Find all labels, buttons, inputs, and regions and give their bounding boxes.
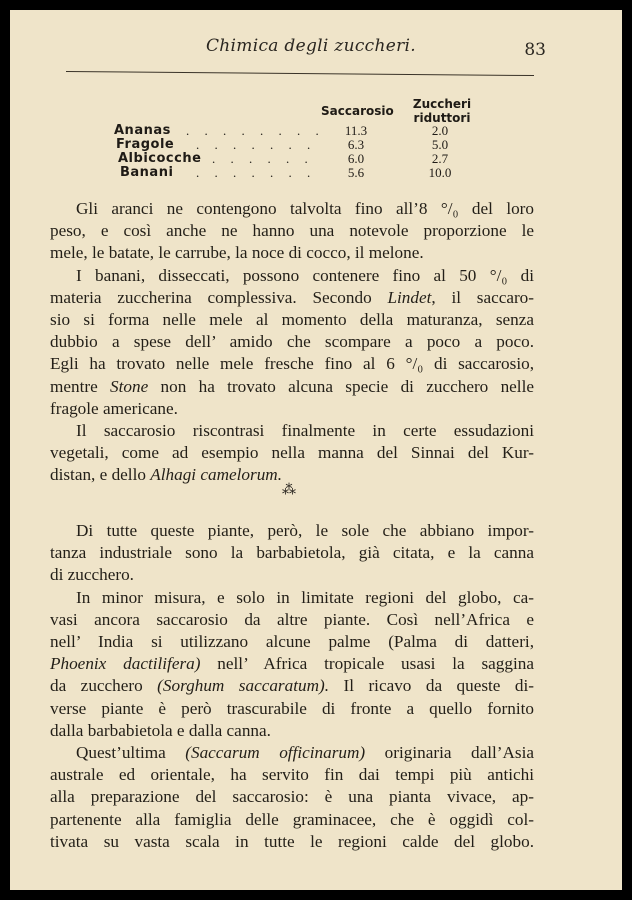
text-line: verse piante è però trascurabile di fronte a quello fornito — [50, 698, 534, 718]
saccarosio-value: 6.0 — [347, 151, 365, 166]
paragraphs-block-2 — [50, 520, 534, 853]
riduttori-value: 5.0 — [431, 137, 449, 152]
text-line: dalla barbabietola e dalla canna. — [50, 720, 271, 740]
text-line: Phoenix dactilifera) nell’ Africa tropicale usasi la saggina — [50, 654, 534, 674]
text-line: I banani, disseccati, possono contenere fino al 50 °/₀ di — [76, 265, 534, 285]
text-line: Gli aranci ne contengono talvolta fino all’8 °/₀ del loro — [76, 199, 534, 218]
leader-dots: . . . . . . — [212, 151, 314, 166]
asterism-divider: ⁂ — [282, 482, 296, 498]
text-line: vegetali, come ad esempio nella manna del Sinnai del Kur- — [50, 443, 534, 463]
text-line: da zucchero (Sorghum saccaratum). Il ricavo da queste di- — [50, 676, 534, 696]
species-name: (Saccarum officinarum) — [185, 743, 366, 763]
riduttori-value: 2.7 — [431, 151, 449, 166]
book-page — [10, 10, 622, 890]
text-line: mentre Stone non ha trovato alcuna specie di zucchero nelle — [50, 376, 534, 396]
riduttori-value: 10.0 — [428, 165, 452, 180]
text-line: Egli ha trovato nelle mele fresche fino al 6 °/₀ di saccarosio, — [50, 354, 534, 374]
text-line: fragole americane. — [50, 398, 178, 418]
fruit-name: Albicocche — [118, 151, 202, 166]
text-line: sio si forma nelle mele al momento della maturanza, senza — [50, 310, 534, 330]
text-line: alla preparazione del saccarosio: è una pianta vivace, ap- — [50, 787, 534, 807]
table-row — [114, 152, 514, 166]
species-name: Alhagi camelorum. — [150, 465, 283, 485]
table-row — [114, 138, 514, 152]
text-line: vasi ancora saccarosio da altre piante. Così nell’Africa e — [50, 609, 534, 629]
paragraphs-block-1 — [50, 198, 534, 487]
table-row — [114, 166, 514, 180]
leader-dots: . . . . . . . . — [186, 123, 325, 138]
sugar-content-table — [114, 88, 514, 198]
column-header-zuccheri: Zuccheri — [412, 97, 472, 111]
text-line: di zucchero. — [50, 565, 134, 585]
text-line: In minor misura, e solo in limitate regioni del globo, ca- — [76, 587, 534, 607]
text-line: tanza industriale sono la barbabietola, già citata, e la canna — [50, 543, 534, 563]
column-header-riduttori: riduttori — [413, 111, 471, 125]
saccarosio-value: 6.3 — [347, 137, 365, 152]
author-name: Stone — [110, 376, 149, 396]
species-name: Phoenix dactilifera) — [50, 654, 201, 674]
fruit-name: Ananas — [114, 123, 171, 138]
column-header-saccarosio: Saccarosio — [321, 104, 394, 118]
text-line: Di tutte queste piante, però, le sole che abbiano impor- — [76, 521, 534, 540]
text-line: partenente alla famiglia delle graminacee, che è oggidì col- — [50, 809, 534, 829]
text-line: materia zuccherina complessiva. Secondo Lindet, il saccaro- — [50, 287, 535, 307]
header-rule — [66, 71, 534, 76]
text-line: peso, e così anche ne hanno una notevole proporzione le — [50, 221, 534, 241]
running-title: Chimica degli zuccheri. — [206, 36, 416, 56]
text-line: dubbio a spese dell’ amido che scompare a poco a poco. — [50, 332, 534, 352]
column-header-zuccheri-riduttori — [410, 97, 474, 125]
fruit-name: Banani — [120, 165, 174, 180]
text-line: nell’ India si utilizzano alcune palme (Palma di datteri, — [50, 632, 534, 652]
author-name: Lindet — [387, 287, 432, 307]
table-row — [114, 124, 514, 138]
text-line: distan, e dello Alhagi camelorum. — [50, 465, 283, 485]
leader-dots: . . . . . . . — [196, 165, 317, 180]
text-line: Quest’ultima (Saccarum officinarum) originaria dall’Asia — [76, 743, 534, 763]
saccarosio-value: 11.3 — [344, 123, 368, 138]
running-header — [66, 36, 544, 76]
leader-dots: . . . . . . . — [196, 137, 317, 152]
page-number: 83 — [524, 40, 546, 60]
text-line: mele, le batate, le carrube, la noce di cocco, il melone. — [50, 243, 424, 263]
species-name: (Sorghum saccaratum). — [157, 676, 330, 696]
riduttori-value: 2.0 — [431, 123, 449, 138]
fruit-name: Fragole — [116, 137, 175, 152]
text-line: tivata su vasta scala in tutte le regioni calde del globo. — [50, 831, 534, 851]
saccarosio-value: 5.6 — [347, 165, 365, 180]
text-line: Il saccarosio riscontrasi finalmente in certe essudazioni — [76, 421, 534, 441]
text-line: australe ed orientale, ha servito fin dai tempi più antichi — [50, 765, 534, 785]
